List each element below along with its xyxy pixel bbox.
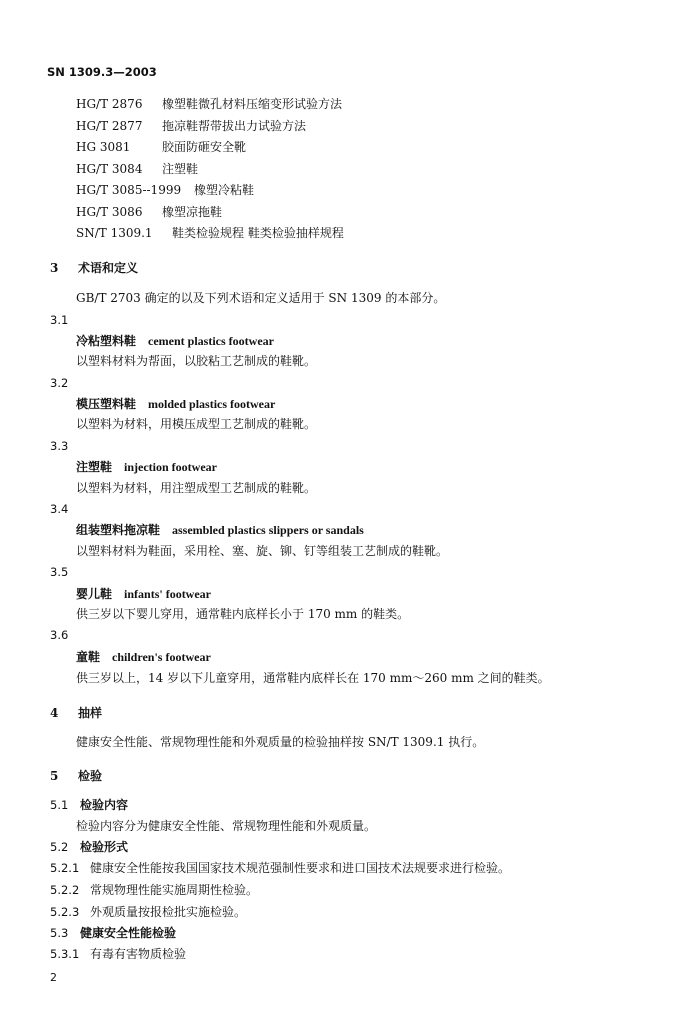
subsection-number: 5.2 bbox=[50, 840, 69, 854]
term-en: cement plastics footwear bbox=[148, 334, 274, 348]
term-number: 3.4 bbox=[50, 502, 69, 516]
section-3-intro: GB/T 2703 确定的以及下列术语和定义适用于 SN 1309 的本部分。 bbox=[76, 291, 446, 305]
subsection-number: 5.3 bbox=[50, 926, 69, 940]
section-title: 术语和定义 bbox=[78, 261, 139, 275]
document-header: SN 1309.3—2003 bbox=[47, 65, 157, 79]
reference-item bbox=[76, 204, 222, 220]
reference-item bbox=[76, 182, 254, 198]
clause-text: 有毒有害物质检验 bbox=[90, 947, 187, 961]
reference-item bbox=[76, 225, 344, 241]
reference-title: 拖凉鞋帮带拔出力试验方法 bbox=[162, 119, 307, 133]
term-zh: 婴儿鞋 bbox=[76, 587, 113, 601]
term-heading bbox=[76, 586, 211, 602]
reference-title: 橡塑冷粘鞋 bbox=[194, 183, 255, 197]
section-title: 检验 bbox=[78, 769, 103, 783]
term-number: 3.6 bbox=[50, 628, 69, 642]
term-en: molded plastics footwear bbox=[148, 397, 276, 411]
section-5-heading bbox=[50, 768, 102, 784]
reference-title: 鞋类检验规程 鞋类检验抽样规程 bbox=[172, 226, 344, 240]
section-3-heading bbox=[50, 260, 138, 276]
subsection-title: 检验内容 bbox=[80, 798, 129, 812]
section-number: 3 bbox=[50, 261, 59, 275]
term-heading bbox=[76, 396, 275, 412]
subsection-5-1-heading bbox=[50, 797, 128, 813]
section-number: 4 bbox=[50, 706, 59, 720]
term-zh: 模压塑料鞋 bbox=[76, 397, 137, 411]
term-zh: 组装塑料拖凉鞋 bbox=[76, 523, 161, 537]
subsection-number: 5.1 bbox=[50, 798, 69, 812]
term-definition: 以塑料材料为帮面，以胶粘工艺制成的鞋靴。 bbox=[76, 354, 317, 368]
term-number: 3.2 bbox=[50, 376, 69, 390]
term-en: assembled plastics slippers or sandals bbox=[172, 523, 364, 537]
subsection-title: 检验形式 bbox=[80, 840, 129, 854]
term-definition: 以塑料为材料，用模压成型工艺制成的鞋靴。 bbox=[76, 417, 317, 431]
subsection-5-3-heading bbox=[50, 925, 176, 941]
section-number: 5 bbox=[50, 769, 59, 783]
subsection-title: 健康安全性能检验 bbox=[80, 926, 177, 940]
term-zh: 注塑鞋 bbox=[76, 460, 113, 474]
term-heading bbox=[76, 649, 211, 665]
term-number: 3.5 bbox=[50, 565, 69, 579]
term-number: 3.1 bbox=[50, 313, 69, 327]
clause-5-2-1 bbox=[50, 860, 510, 876]
term-en: children's footwear bbox=[112, 650, 211, 664]
clause-number: 5.3.1 bbox=[50, 947, 80, 961]
clause-5-3-1 bbox=[50, 946, 186, 962]
reference-code: HG 3081 bbox=[76, 140, 131, 154]
page-number: 2 bbox=[50, 971, 57, 984]
reference-title: 橡塑凉拖鞋 bbox=[162, 205, 223, 219]
clause-5-2-2 bbox=[50, 882, 258, 898]
term-definition: 供三岁以下婴儿穿用，通常鞋内底样长小于 170 mm 的鞋类。 bbox=[76, 607, 410, 621]
subsection-5-1-body: 检验内容分为健康安全性能、常规物理性能和外观质量。 bbox=[76, 819, 377, 833]
reference-item bbox=[76, 118, 306, 134]
reference-item bbox=[76, 139, 246, 155]
reference-code: HG/T 2876 bbox=[76, 97, 143, 111]
section-4-body: 健康安全性能、常规物理性能和外观质量的检验抽样按 SN/T 1309.1 执行。 bbox=[76, 735, 485, 749]
term-heading bbox=[76, 522, 364, 538]
section-4-heading bbox=[50, 705, 102, 721]
term-number: 3.3 bbox=[50, 439, 69, 453]
clause-number: 5.2.3 bbox=[50, 905, 80, 919]
reference-code: SN/T 1309.1 bbox=[76, 226, 153, 240]
subsection-5-2-heading bbox=[50, 839, 128, 855]
reference-title: 橡塑鞋微孔材料压缩变形试验方法 bbox=[162, 97, 343, 111]
reference-title: 注塑鞋 bbox=[162, 162, 199, 176]
term-definition: 供三岁以上，14 岁以下儿童穿用，通常鞋内底样长在 170 mm～260 mm 之间的鞋类。 bbox=[76, 671, 550, 685]
reference-item bbox=[76, 96, 342, 112]
term-definition: 以塑料材料为鞋面，采用栓、塞、旋、铆、钉等组装工艺制成的鞋靴。 bbox=[76, 544, 449, 558]
clause-number: 5.2.2 bbox=[50, 883, 80, 897]
section-title: 抽样 bbox=[78, 706, 103, 720]
term-heading bbox=[76, 459, 217, 475]
clause-text: 健康安全性能按我国国家技术规范强制性要求和进口国技术法规要求进行检验。 bbox=[90, 861, 511, 875]
term-en: injection footwear bbox=[124, 460, 217, 474]
term-heading bbox=[76, 333, 274, 349]
term-zh: 冷粘塑料鞋 bbox=[76, 334, 137, 348]
term-definition: 以塑料为材料，用注塑成型工艺制成的鞋靴。 bbox=[76, 481, 317, 495]
clause-text: 常规物理性能实施周期性检验。 bbox=[90, 883, 259, 897]
reference-title: 胶面防砸安全靴 bbox=[162, 140, 247, 154]
clause-number: 5.2.1 bbox=[50, 861, 80, 875]
reference-item bbox=[76, 161, 198, 177]
clause-text: 外观质量按报检批实施检验。 bbox=[90, 905, 247, 919]
reference-code: HG/T 2877 bbox=[76, 119, 143, 133]
term-en: infants' footwear bbox=[124, 587, 212, 601]
clause-5-2-3 bbox=[50, 904, 246, 920]
reference-code: HG/T 3085--1999 bbox=[76, 183, 182, 197]
term-zh: 童鞋 bbox=[76, 650, 101, 664]
reference-code: HG/T 3084 bbox=[76, 162, 143, 176]
reference-code: HG/T 3086 bbox=[76, 205, 143, 219]
